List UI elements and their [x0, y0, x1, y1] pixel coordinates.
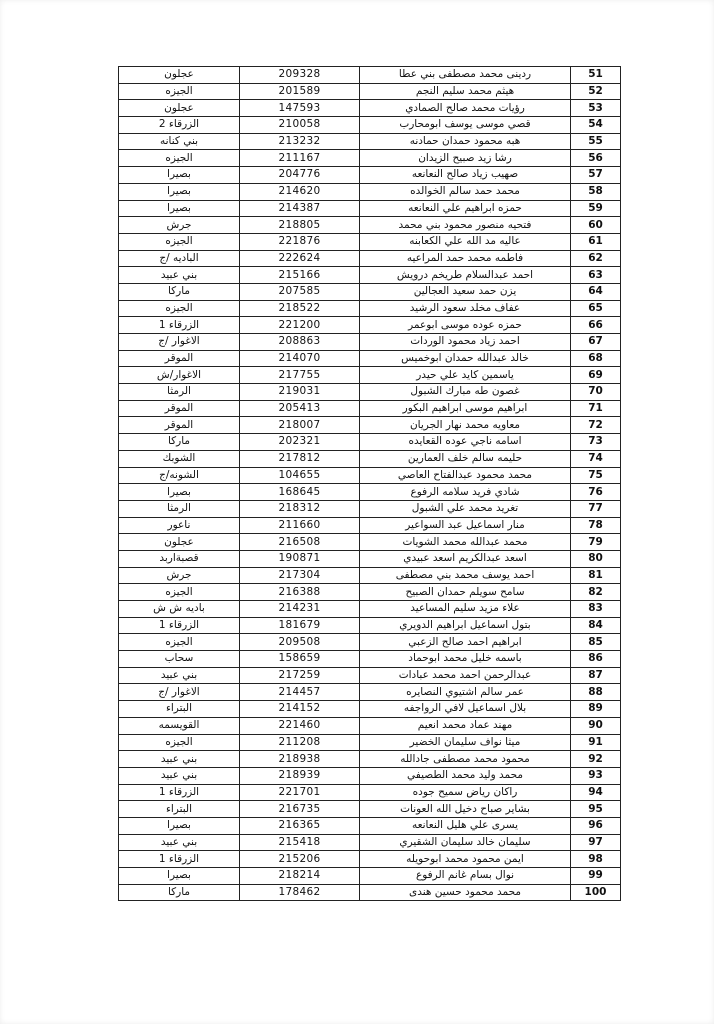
row-number-cell: 57 [571, 167, 621, 184]
city-cell: الجيزه [119, 83, 240, 100]
name-cell: احمد يوسف محمد بني مصطفى [360, 567, 571, 584]
id-cell: 218214 [240, 868, 360, 885]
city-cell: بصيرا [119, 817, 240, 834]
table-row [119, 801, 621, 818]
row-number-cell: 93 [571, 767, 621, 784]
id-cell: 214457 [240, 684, 360, 701]
row-number-cell: 74 [571, 450, 621, 467]
row-number-cell: 64 [571, 283, 621, 300]
table-row [119, 868, 621, 885]
city-cell: بني عبيد [119, 751, 240, 768]
row-number-cell: 55 [571, 133, 621, 150]
city-cell: جرش [119, 567, 240, 584]
city-cell: الرمثا [119, 500, 240, 517]
id-cell: 202321 [240, 434, 360, 451]
table-row [119, 384, 621, 401]
id-cell: 216508 [240, 534, 360, 551]
row-number-cell: 58 [571, 183, 621, 200]
name-cell: قصي موسى يوسف ابومحارب [360, 117, 571, 134]
city-cell: البتراء [119, 801, 240, 818]
name-cell: ياسمين كايد علي حيدر [360, 367, 571, 384]
row-number-cell: 69 [571, 367, 621, 384]
table-row [119, 100, 621, 117]
id-cell: 218938 [240, 751, 360, 768]
table-row [119, 517, 621, 534]
city-cell: الشونه/ج [119, 467, 240, 484]
id-cell: 218312 [240, 500, 360, 517]
row-number-cell: 70 [571, 384, 621, 401]
table-row [119, 117, 621, 134]
name-cell: محمود محمد مصطفى جادالله [360, 751, 571, 768]
table-row [119, 567, 621, 584]
id-cell: 215206 [240, 851, 360, 868]
id-cell: 217755 [240, 367, 360, 384]
city-cell: الشوبك [119, 450, 240, 467]
city-cell: بصيرا [119, 200, 240, 217]
city-cell: باديه ش ش [119, 601, 240, 618]
row-number-cell: 60 [571, 217, 621, 234]
id-cell: 181679 [240, 617, 360, 634]
name-cell: مهند عماد محمد انعيم [360, 717, 571, 734]
id-cell: 208863 [240, 334, 360, 351]
name-cell: عفاف مخلد سعود الرشيد [360, 300, 571, 317]
name-cell: ابراهيم موسى ابراهيم البكور [360, 400, 571, 417]
city-cell: الرمثا [119, 384, 240, 401]
row-number-cell: 88 [571, 684, 621, 701]
id-cell: 210058 [240, 117, 360, 134]
row-number-cell: 61 [571, 233, 621, 250]
row-number-cell: 83 [571, 601, 621, 618]
name-cell: خالد عبدالله حمدان ابوخميس [360, 350, 571, 367]
id-cell: 218522 [240, 300, 360, 317]
id-cell: 221701 [240, 784, 360, 801]
name-cell: بلال اسماعيل لافي الرواجفه [360, 701, 571, 718]
city-cell: الجيزه [119, 300, 240, 317]
city-cell: الموقر [119, 400, 240, 417]
row-number-cell: 53 [571, 100, 621, 117]
row-number-cell: 92 [571, 751, 621, 768]
id-cell: 209328 [240, 67, 360, 84]
id-cell: 221460 [240, 717, 360, 734]
table-row [119, 500, 621, 517]
id-cell: 217304 [240, 567, 360, 584]
id-cell: 211167 [240, 150, 360, 167]
name-cell: محمد حمد سالم الخوالده [360, 183, 571, 200]
city-cell: الزرقاء 2 [119, 117, 240, 134]
row-number-cell: 67 [571, 334, 621, 351]
name-cell: بتول اسماعيل ابراهيم الدويري [360, 617, 571, 634]
name-cell: اسامه ناجي عوده القعايده [360, 434, 571, 451]
table-row [119, 67, 621, 84]
id-cell: 204776 [240, 167, 360, 184]
table-row [119, 550, 621, 567]
table-row [119, 267, 621, 284]
city-cell: بصيرا [119, 167, 240, 184]
city-cell: الزرقاء 1 [119, 784, 240, 801]
name-cell: تغريد محمد علي الشبول [360, 500, 571, 517]
city-cell: عجلون [119, 100, 240, 117]
name-cell: حليمه سالم خلف العمارين [360, 450, 571, 467]
name-cell: ايمن محمود محمد ابوحويله [360, 851, 571, 868]
id-cell: 215166 [240, 267, 360, 284]
id-cell: 147593 [240, 100, 360, 117]
id-cell: 214620 [240, 183, 360, 200]
table-row [119, 684, 621, 701]
name-cell: يسرى علي هليل النعانعه [360, 817, 571, 834]
name-cell: شادي فريد سلامه الرفوع [360, 484, 571, 501]
city-cell: عجلون [119, 534, 240, 551]
row-number-cell: 71 [571, 400, 621, 417]
row-number-cell: 96 [571, 817, 621, 834]
table-row [119, 367, 621, 384]
name-cell: معاويه محمد نهار الجريان [360, 417, 571, 434]
id-cell: 217259 [240, 667, 360, 684]
id-cell: 201589 [240, 83, 360, 100]
name-cell: ميثا نواف سليمان الخضير [360, 734, 571, 751]
table-row [119, 817, 621, 834]
row-number-cell: 54 [571, 117, 621, 134]
city-cell: بصيرا [119, 484, 240, 501]
row-number-cell: 77 [571, 500, 621, 517]
name-cell: حمزه ابراهيم علي النعانعه [360, 200, 571, 217]
name-cell: حمزه عوده موسى ابوعمر [360, 317, 571, 334]
table-row [119, 450, 621, 467]
name-cell: عبدالرحمن احمد محمد عبادات [360, 667, 571, 684]
city-cell: الزرقاء 1 [119, 617, 240, 634]
name-cell: هبه محمود حمدان حمادنه [360, 133, 571, 150]
table-row [119, 701, 621, 718]
table-row [119, 584, 621, 601]
row-number-cell: 98 [571, 851, 621, 868]
name-cell: راكان رياض سميح جوده [360, 784, 571, 801]
id-cell: 222624 [240, 250, 360, 267]
name-cell: رشا زيد صبيح الزيدان [360, 150, 571, 167]
name-cell: محمد وليد محمد الطصيفي [360, 767, 571, 784]
row-number-cell: 78 [571, 517, 621, 534]
city-cell: بصيرا [119, 868, 240, 885]
city-cell: بني عبيد [119, 267, 240, 284]
city-cell: البتراء [119, 701, 240, 718]
city-cell: الزرقاء 1 [119, 851, 240, 868]
name-cell: هيثم محمد سليم النجم [360, 83, 571, 100]
city-cell: الجيزه [119, 634, 240, 651]
row-number-cell: 68 [571, 350, 621, 367]
name-cell: علاء مزيد سليم المساعيد [360, 601, 571, 618]
table-row [119, 167, 621, 184]
city-cell: جرش [119, 217, 240, 234]
name-cell: محمد عبدالله محمد الشويات [360, 534, 571, 551]
table-row [119, 467, 621, 484]
name-cell: محمد محمود حسين هندى [360, 884, 571, 901]
row-number-cell: 95 [571, 801, 621, 818]
row-number-cell: 94 [571, 784, 621, 801]
names-table [118, 66, 621, 901]
id-cell: 221200 [240, 317, 360, 334]
city-cell: القويسمه [119, 717, 240, 734]
table-row [119, 133, 621, 150]
city-cell: ماركا [119, 434, 240, 451]
id-cell: 214152 [240, 701, 360, 718]
city-cell: ماركا [119, 884, 240, 901]
id-cell: 216735 [240, 801, 360, 818]
id-cell: 221876 [240, 233, 360, 250]
table-row [119, 484, 621, 501]
row-number-cell: 51 [571, 67, 621, 84]
table-row [119, 400, 621, 417]
table-row [119, 417, 621, 434]
name-cell: محمد محمود عبدالفتاح العاصي [360, 467, 571, 484]
name-cell: اسعد عبدالكريم اسعد عبيدي [360, 550, 571, 567]
table-row [119, 717, 621, 734]
row-number-cell: 56 [571, 150, 621, 167]
id-cell: 158659 [240, 651, 360, 668]
row-number-cell: 59 [571, 200, 621, 217]
city-cell: الجيزه [119, 150, 240, 167]
table-row [119, 784, 621, 801]
city-cell: بصيرا [119, 183, 240, 200]
row-number-cell: 72 [571, 417, 621, 434]
name-cell: صهيب زياد صالح النعانعه [360, 167, 571, 184]
row-number-cell: 52 [571, 83, 621, 100]
id-cell: 215418 [240, 834, 360, 851]
table-row [119, 651, 621, 668]
id-cell: 214070 [240, 350, 360, 367]
name-cell: احمد عبدالسلام طريخم درويش [360, 267, 571, 284]
name-cell: احمد زياد محمود الوردات [360, 334, 571, 351]
row-number-cell: 81 [571, 567, 621, 584]
row-number-cell: 97 [571, 834, 621, 851]
name-cell: سليمان خالد سليمان الشقيري [360, 834, 571, 851]
table-row [119, 233, 621, 250]
id-cell: 205413 [240, 400, 360, 417]
name-cell: رؤيات محمد صالح الصمادي [360, 100, 571, 117]
table-row [119, 617, 621, 634]
id-cell: 211208 [240, 734, 360, 751]
row-number-cell: 84 [571, 617, 621, 634]
table-row [119, 334, 621, 351]
id-cell: 218007 [240, 417, 360, 434]
name-cell: ردينى محمد مصطفى بني عطا [360, 67, 571, 84]
row-number-cell: 73 [571, 434, 621, 451]
id-cell: 178462 [240, 884, 360, 901]
row-number-cell: 86 [571, 651, 621, 668]
name-cell: بشاير صباح دخيل الله العونات [360, 801, 571, 818]
name-cell: فتحيه منصور محمود بني محمد [360, 217, 571, 234]
id-cell: 219031 [240, 384, 360, 401]
table-row [119, 667, 621, 684]
table-row [119, 767, 621, 784]
table-row [119, 83, 621, 100]
name-cell: غصون طه مبارك الشبول [360, 384, 571, 401]
row-number-cell: 79 [571, 534, 621, 551]
city-cell: بني عبيد [119, 667, 240, 684]
name-cell: فاطمه محمد حمد المراعيه [360, 250, 571, 267]
row-number-cell: 66 [571, 317, 621, 334]
table-row [119, 534, 621, 551]
row-number-cell: 85 [571, 634, 621, 651]
name-cell: نوال بسام غانم الرفوع [360, 868, 571, 885]
row-number-cell: 82 [571, 584, 621, 601]
city-cell: بني عبيد [119, 834, 240, 851]
row-number-cell: 75 [571, 467, 621, 484]
id-cell: 211660 [240, 517, 360, 534]
city-cell: الجيزه [119, 233, 240, 250]
city-cell: سحاب [119, 651, 240, 668]
table-row [119, 150, 621, 167]
table-row [119, 751, 621, 768]
table-row [119, 250, 621, 267]
city-cell: عجلون [119, 67, 240, 84]
id-cell: 213232 [240, 133, 360, 150]
row-number-cell: 76 [571, 484, 621, 501]
table-body [119, 67, 621, 901]
row-number-cell: 89 [571, 701, 621, 718]
table-row [119, 601, 621, 618]
city-cell: ماركا [119, 283, 240, 300]
table-row [119, 884, 621, 901]
id-cell: 218939 [240, 767, 360, 784]
id-cell: 209508 [240, 634, 360, 651]
id-cell: 104655 [240, 467, 360, 484]
city-cell: الموقر [119, 350, 240, 367]
city-cell: الاغوار /ج [119, 684, 240, 701]
table-row [119, 734, 621, 751]
row-number-cell: 90 [571, 717, 621, 734]
table-row [119, 200, 621, 217]
id-cell: 218805 [240, 217, 360, 234]
city-cell: الجيزه [119, 584, 240, 601]
table-row [119, 834, 621, 851]
table-row [119, 851, 621, 868]
id-cell: 190871 [240, 550, 360, 567]
row-number-cell: 63 [571, 267, 621, 284]
name-cell: يزن حمد سعيد العجالين [360, 283, 571, 300]
id-cell: 217812 [240, 450, 360, 467]
city-cell: الاغوار/ش [119, 367, 240, 384]
id-cell: 216388 [240, 584, 360, 601]
id-cell: 214231 [240, 601, 360, 618]
table-row [119, 634, 621, 651]
id-cell: 168645 [240, 484, 360, 501]
row-number-cell: 87 [571, 667, 621, 684]
name-cell: عمر سالم اشتيوي النصايره [360, 684, 571, 701]
table-row [119, 283, 621, 300]
city-cell: الباديه /ج [119, 250, 240, 267]
name-cell: باسمه خليل محمد ابوحماد [360, 651, 571, 668]
table-row [119, 434, 621, 451]
city-cell: الجيزه [119, 734, 240, 751]
table-row [119, 300, 621, 317]
id-cell: 214387 [240, 200, 360, 217]
table-row [119, 183, 621, 200]
city-cell: بني كنانه [119, 133, 240, 150]
city-cell: الزرقاء 1 [119, 317, 240, 334]
name-cell: منار اسماعيل عبد السواعير [360, 517, 571, 534]
row-number-cell: 100 [571, 884, 621, 901]
city-cell: ناعور [119, 517, 240, 534]
name-cell: ابراهيم احمد صالح الزعبي [360, 634, 571, 651]
row-number-cell: 91 [571, 734, 621, 751]
row-number-cell: 65 [571, 300, 621, 317]
name-cell: عاليه مد الله علي الكعابنه [360, 233, 571, 250]
row-number-cell: 99 [571, 868, 621, 885]
city-cell: قصبةاربد [119, 550, 240, 567]
row-number-cell: 62 [571, 250, 621, 267]
table-row [119, 317, 621, 334]
city-cell: الموقر [119, 417, 240, 434]
table-row [119, 217, 621, 234]
name-cell: سامح سويلم حمدان الصبيح [360, 584, 571, 601]
id-cell: 207585 [240, 283, 360, 300]
id-cell: 216365 [240, 817, 360, 834]
table-row [119, 350, 621, 367]
row-number-cell: 80 [571, 550, 621, 567]
city-cell: بني عبيد [119, 767, 240, 784]
city-cell: الاغوار /ج [119, 334, 240, 351]
